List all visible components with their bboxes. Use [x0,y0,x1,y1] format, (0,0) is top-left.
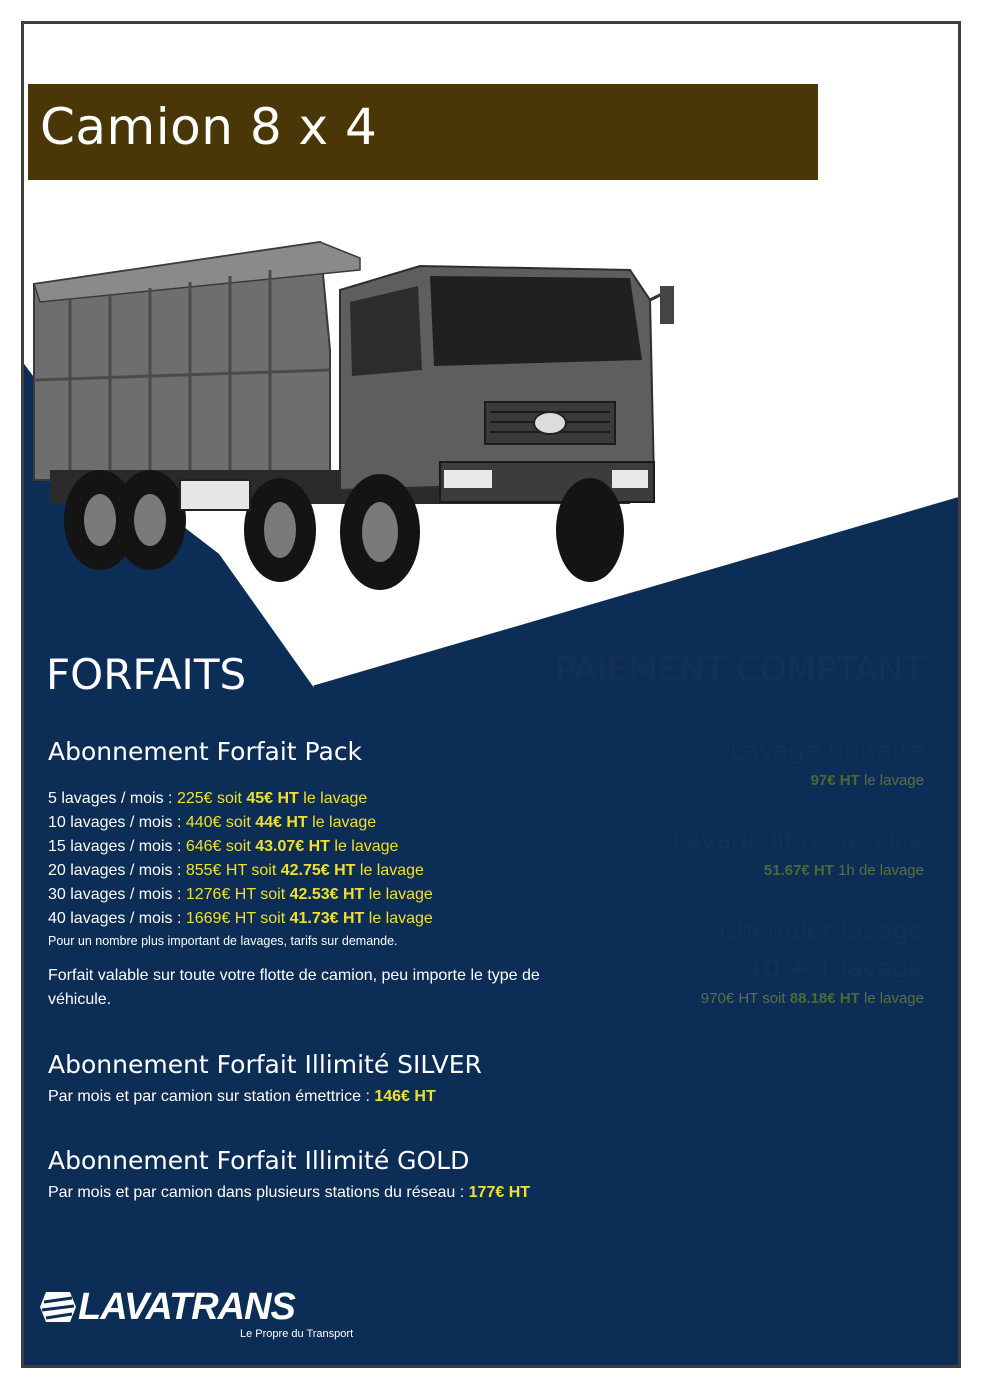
paiement-comptant-heading: PAIEMENT COMPTANT [555,650,924,690]
pack-line: 30 lavages / mois : 1276€ HT soit 42.53€ HT le lavage [48,886,433,903]
pack-line: 5 lavages / mois : 225€ soit 45€ HT le lavage [48,790,368,807]
chequier-price: 970€ HT soit 88.18€ HT le lavage [700,990,924,1007]
lavage-libre-service-block [672,822,924,882]
lavage-unitaire-title: Lavage unitaire [729,736,924,765]
pack-line: 15 lavages / mois : 646€ soit 43.07€ HT le lavage [48,838,399,855]
dump-truck-icon [30,230,680,590]
title-banner [28,84,818,180]
pack-line: 10 lavages / mois : 440€ soit 44€ HT le lavage [48,814,377,831]
pack-line: 40 lavages / mois : 1669€ HT soit 41.73€ HT le lavage [48,910,433,927]
forfaits-heading: FORFAITS [46,650,247,699]
pack-title: Abonnement Forfait Pack [48,737,363,766]
chequier-title-2: 10 + 1 lavage [747,954,924,983]
gold-description: Par mois et par camion dans plusieurs stations du réseau : 177€ HT [48,1184,531,1201]
silver-title: Abonnement Forfait Illimité SILVER [48,1050,482,1079]
pack-note: Pour un nombre plus important de lavages, tarifs sur demande. [48,934,398,948]
gold-price: 177€ HT [468,1184,531,1201]
brand-tagline: Le Propre du Transport [240,1328,354,1340]
page-title: Camion 8 x 4 [40,98,378,156]
brand-name: LAVATRANS [78,1286,295,1328]
pack-price-list [48,787,433,951]
silver-description: Par mois et par camion sur station émettrice : 146€ HT [48,1088,436,1105]
flyer-page [21,21,961,1368]
lavage-unitaire-price: 97€ HT le lavage [810,772,924,789]
lavatrans-logo-icon [40,1290,76,1324]
chequier-block [701,912,924,1010]
lavage-libre-service-price: 51.67€ HT 1h de lavage [763,862,924,879]
gold-title: Abonnement Forfait Illimité GOLD [48,1146,470,1175]
lavage-unitaire-block [730,732,924,792]
pack-paragraph: Forfait valable sur toute votre flotte de camion, peu importe le type de véhicule. [48,967,540,1008]
silver-price: 146€ HT [374,1088,436,1105]
chequier-title: Chéquier lavage [719,916,924,945]
pack-line: 20 lavages / mois : 855€ HT soit 42.75€ HT le lavage [48,862,424,879]
lavage-libre-service-title: Lavage libre-service [671,826,924,855]
